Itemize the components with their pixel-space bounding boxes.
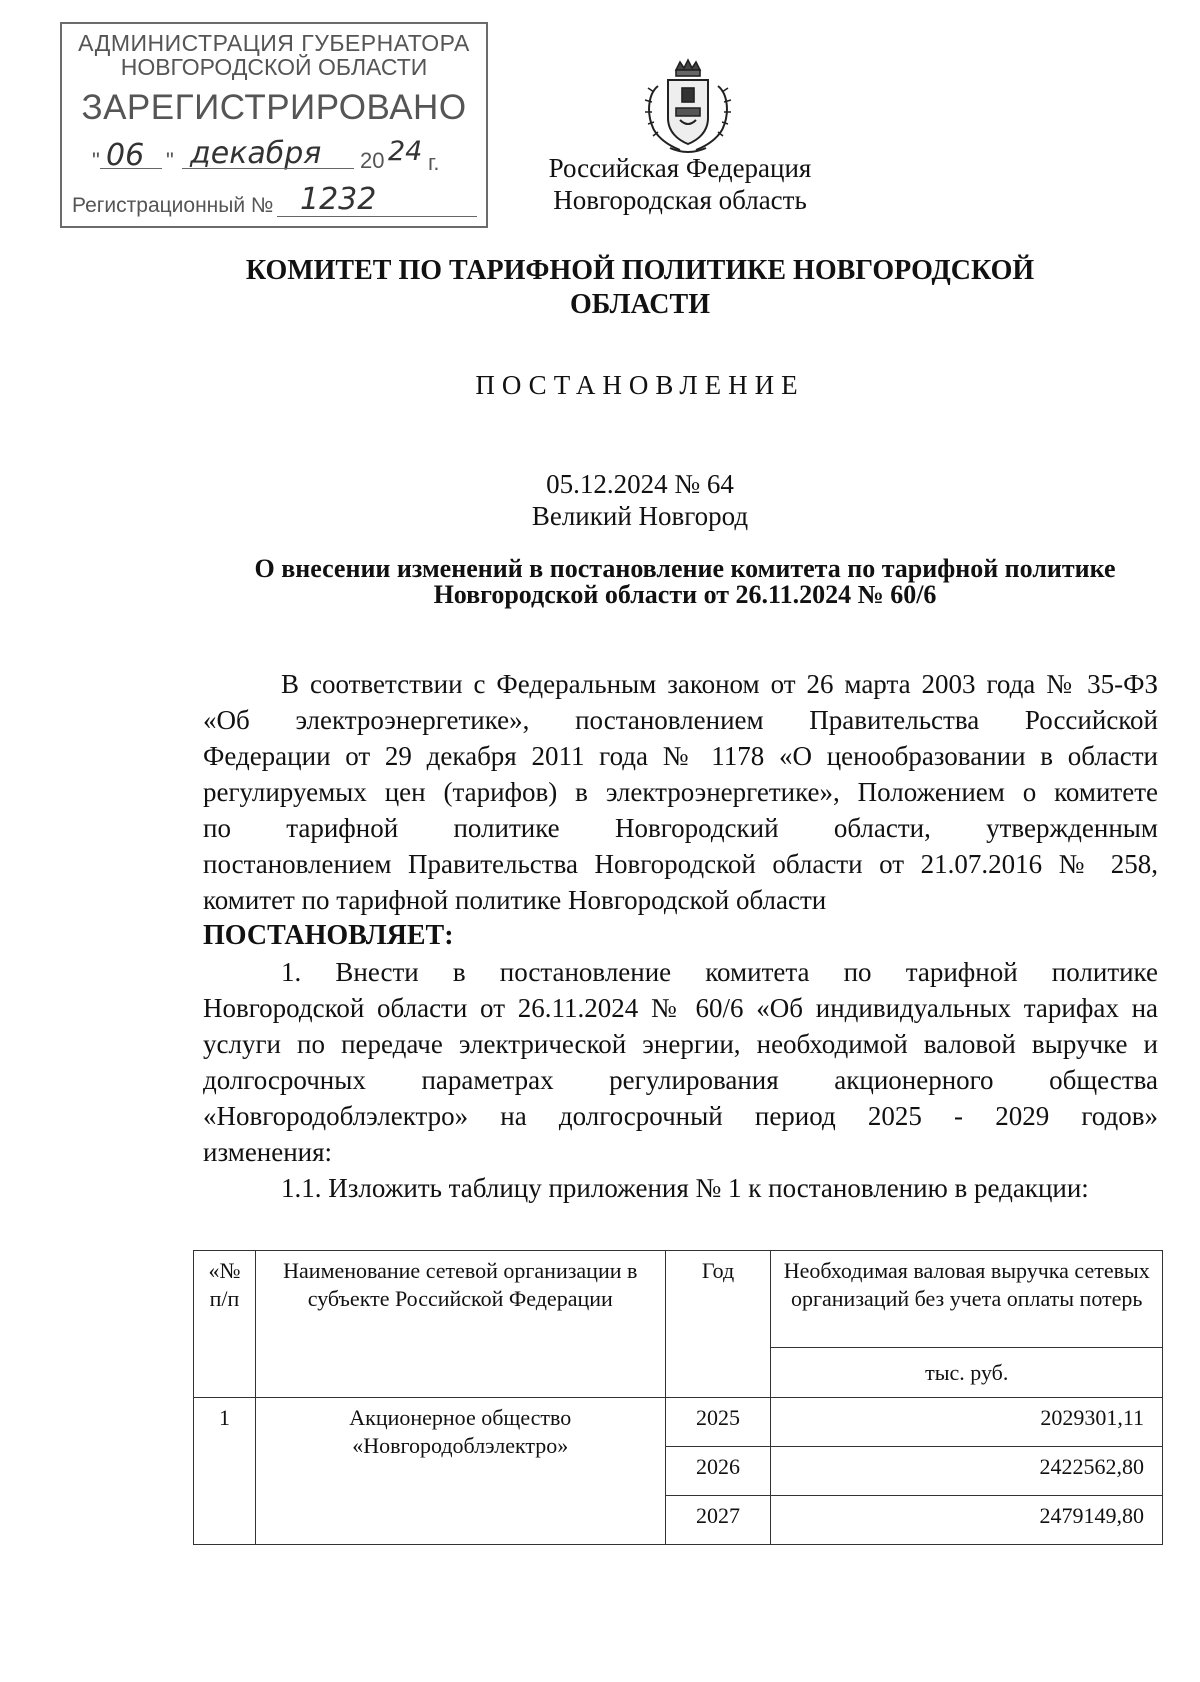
table-row <box>194 1398 1163 1447</box>
item1-line: изменения: <box>203 1137 333 1167</box>
committee-title-line2: ОБЛАСТИ <box>570 289 710 320</box>
stamp-day: 06 <box>106 138 145 173</box>
cell-value: 2479149,80 <box>771 1496 1163 1545</box>
stamp-year-unit: г. <box>428 150 440 175</box>
stamp-reg-number: 1232 <box>300 182 377 217</box>
document-body <box>203 666 1158 1206</box>
item1-1-line: 1.1. Изложить таблицу приложения № 1 к постановлению в редакции: <box>281 1173 1089 1203</box>
cell-year: 2027 <box>665 1496 771 1545</box>
stamp-reg-row <box>72 182 482 224</box>
stamp-status: ЗАРЕГИСТРИРОВАНО <box>81 88 467 127</box>
document-city: Великий Новгород <box>531 501 749 531</box>
preamble-line: постановлением Правительства Новгородской области от 21.07.2016 № 258, <box>203 849 1158 879</box>
header-revenue: Необходимая валовая выручка сетевых организаций без учета оплаты потерь <box>771 1251 1163 1348</box>
date-number-block <box>400 468 880 532</box>
item1-line: услуги по передаче электрической энергии, необходимой валовой выручке и <box>203 1029 1158 1059</box>
cell-value: 2029301,11 <box>771 1398 1163 1447</box>
revenue-table <box>193 1250 1163 1545</box>
stamp-month: декабря <box>190 136 322 171</box>
region-name: Новгородская область <box>553 185 807 215</box>
document-type: ПОСТАНОВЛЕНИЕ <box>475 370 805 400</box>
item1-line: 1. Внести в постановление комитета по тарифной политике <box>281 957 1158 987</box>
table-header-row <box>194 1251 1163 1348</box>
preamble-line: «Об электроэнергетике», постановлением Правительства Российской <box>203 705 1158 735</box>
decree-heading: ПОСТАНОВЛЯЕТ: <box>203 920 454 951</box>
stamp-date-row: " 06 " декабря 20 24 г. <box>92 136 440 175</box>
cell-value: 2422562,80 <box>771 1447 1163 1496</box>
committee-title-line1: КОМИТЕТ ПО ТАРИФНОЙ ПОЛИТИКЕ НОВГОРОДСКОЙ <box>245 255 1035 286</box>
preamble-line: В соответствии с Федеральным законом от 26 марта 2003 года № 35-ФЗ <box>281 669 1158 699</box>
stamp-org-line1: АДМИНИСТРАЦИЯ ГУБЕРНАТОРА <box>78 30 470 56</box>
preamble-line: регулируемых цен (тарифов) в электроэнергетике», Положением о комитете <box>203 777 1158 807</box>
item1-line: Новгородской области от 26.11.2024 № 60/6 «Об индивидуальных тарифах на <box>203 993 1158 1023</box>
registration-stamp <box>60 22 488 228</box>
cell-no: 1 <box>194 1398 256 1545</box>
stamp-year-prefix: 20 <box>360 148 385 173</box>
header-unit: тыс. руб. <box>771 1348 1163 1398</box>
header-year: Год <box>665 1251 771 1398</box>
stamp-year-suffix: 24 <box>388 136 423 167</box>
country-name: Российская Федерация <box>548 153 812 183</box>
cell-org: Акционерное общество «Новгородоблэлектро» <box>255 1398 665 1545</box>
item1-line: долгосрочных параметрах регулирования акционерного общества <box>203 1065 1158 1095</box>
item1-line: «Новгородоблэлектро» на долгосрочный период 2025 - 2029 годов» <box>203 1101 1158 1131</box>
stamp-org-line2: НОВГОРОДСКОЙ ОБЛАСТИ <box>120 54 428 80</box>
subject-line1: О внесении изменений в постановление комитета по тарифной политике <box>254 554 1116 583</box>
preamble-line: по тарифной политике Новгородский области, утвержденным <box>203 813 1158 843</box>
committee-title <box>200 254 1080 322</box>
header-org: Наименование сетевой организации в субъекте Российской Федерации <box>255 1251 665 1398</box>
document-subject <box>190 556 1180 608</box>
coat-of-arms-icon <box>640 58 736 158</box>
header-no: «№ п/п <box>194 1251 256 1398</box>
cell-year: 2026 <box>665 1447 771 1496</box>
stamp-reg-label: Регистрационный № <box>72 194 274 217</box>
document-date-number: 05.12.2024 № 64 <box>546 469 734 499</box>
cell-year: 2025 <box>665 1398 771 1447</box>
country-block <box>520 152 840 216</box>
preamble-line: комитет по тарифной политике Новгородской области <box>203 885 827 915</box>
preamble-line: Федерации от 29 декабря 2011 года № 1178 «О ценообразовании в области <box>203 741 1158 771</box>
subject-line2: Новгородской области от 26.11.2024 № 60/6 <box>433 580 937 609</box>
